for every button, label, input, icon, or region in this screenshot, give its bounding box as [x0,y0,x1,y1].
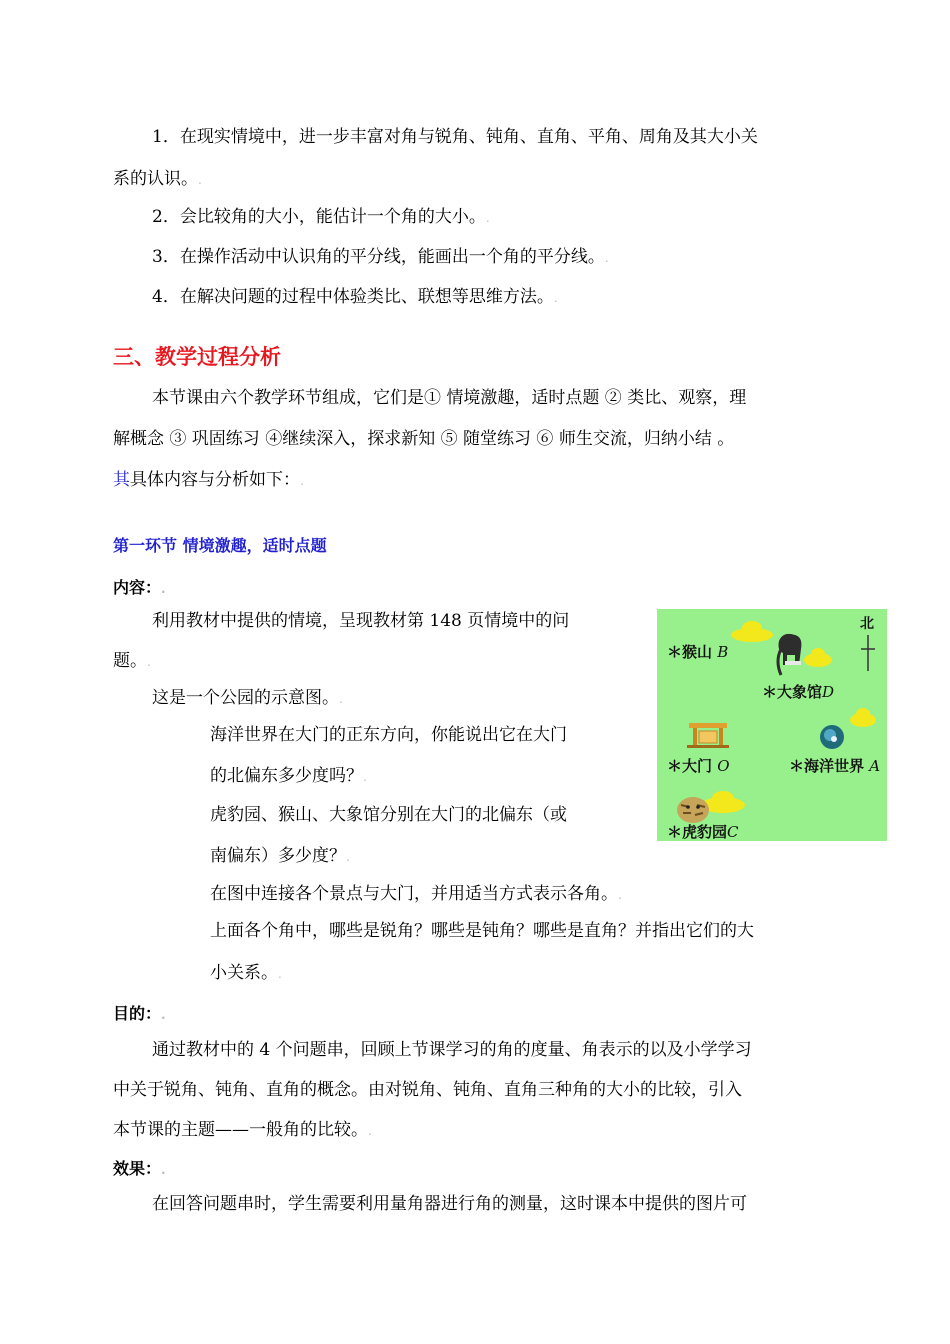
effect-line-1: 在回答问题串时，学生需要利用量角器进行角的测量，这时课本中提供的图片可 [152,1194,747,1214]
place-label-gate: ＊大门 O [667,757,730,775]
place-label-ocean-world: ＊海洋世界 A [789,757,881,775]
section-intro-line-3: 其具体内容与分析如下：. [113,470,304,490]
question-line: 的北偏东多少度吗？. [210,766,367,786]
question-line: 上面各个角中，哪些是锐角？哪些是钝角？哪些是直角？并指出它们的大 [210,921,754,941]
stage-title: 第一环节 情境激趣，适时点题 [113,536,327,555]
place-label-tiger-park: ＊虎豹园C [667,823,739,841]
purpose-line-2: 中关于锐角、钝角、直角的概念。由对锐角、钝角、直角三种角的大小的比较，引入 [113,1080,742,1100]
section-intro-line-1: 本节课由六个教学环节组成，它们是① 情境激趣，适时点题 ② 类比、观察，理 [152,388,747,408]
objective-1-line-1: 1．在现实情境中，进一步丰富对角与锐角、钝角、直角、平角、周角及其大小关 [152,127,758,147]
purpose-line-1: 通过教材中的 4 个问题串，回顾上节课学习的角的度量、角表示的以及小学学习 [152,1040,752,1060]
place-label-monkey-hill: ＊猴山 B [667,643,729,661]
objective-2: 2．会比较角的大小，能估计一个角的大小。. [152,207,490,227]
tree-icon [729,619,775,645]
place-label-elephant-house: ＊大象馆D [762,683,835,701]
question-line: 海洋世界在大门的正东方向，你能说出它在大门 [210,725,567,745]
tree-icon [849,707,877,729]
effect-label: 效果：. [113,1159,166,1178]
park-map [657,609,887,841]
objective-1-line-2: 系的认识。. [113,169,202,189]
purpose-label: 目的：. [113,1004,166,1023]
objective-4: 4．在解决问题的过程中体验类比、联想等思维方法。. [152,287,558,307]
content-paragraph-line-1: 利用教材中提供的情境，呈现教材第 148 页情境中的问 [152,611,570,631]
content-label: 内容：. [113,578,166,597]
dolphin-icon [817,723,847,751]
section-heading: 三、教学过程分析 [113,345,281,369]
content-paragraph-2: 这是一个公园的示意图。. [152,688,343,708]
question-line: 在图中连接各个景点与大门，并用适当方式表示各角。. [210,884,622,904]
gate-icon [687,719,729,749]
section-intro-line-2: 解概念 ③ 巩固练习 ④继续深入，探求新知 ⑤ 随堂练习 ⑥ 师生交流，归纳小结 。 [113,429,735,449]
elephant-icon [773,631,809,679]
north-label: 北 [860,616,874,632]
objective-3: 3．在操作活动中认识角的平分线，能画出一个角的平分线。. [152,247,609,267]
question-line: 小关系。. [210,963,282,983]
purpose-line-3: 本节课的主题——一般角的比较。. [113,1120,372,1140]
content-paragraph-line-2: 题。. [113,651,151,671]
question-line: 南偏东）多少度？. [210,846,350,866]
question-line: 虎豹园、猴山、大象馆分别在大门的北偏东（或 [210,805,567,825]
